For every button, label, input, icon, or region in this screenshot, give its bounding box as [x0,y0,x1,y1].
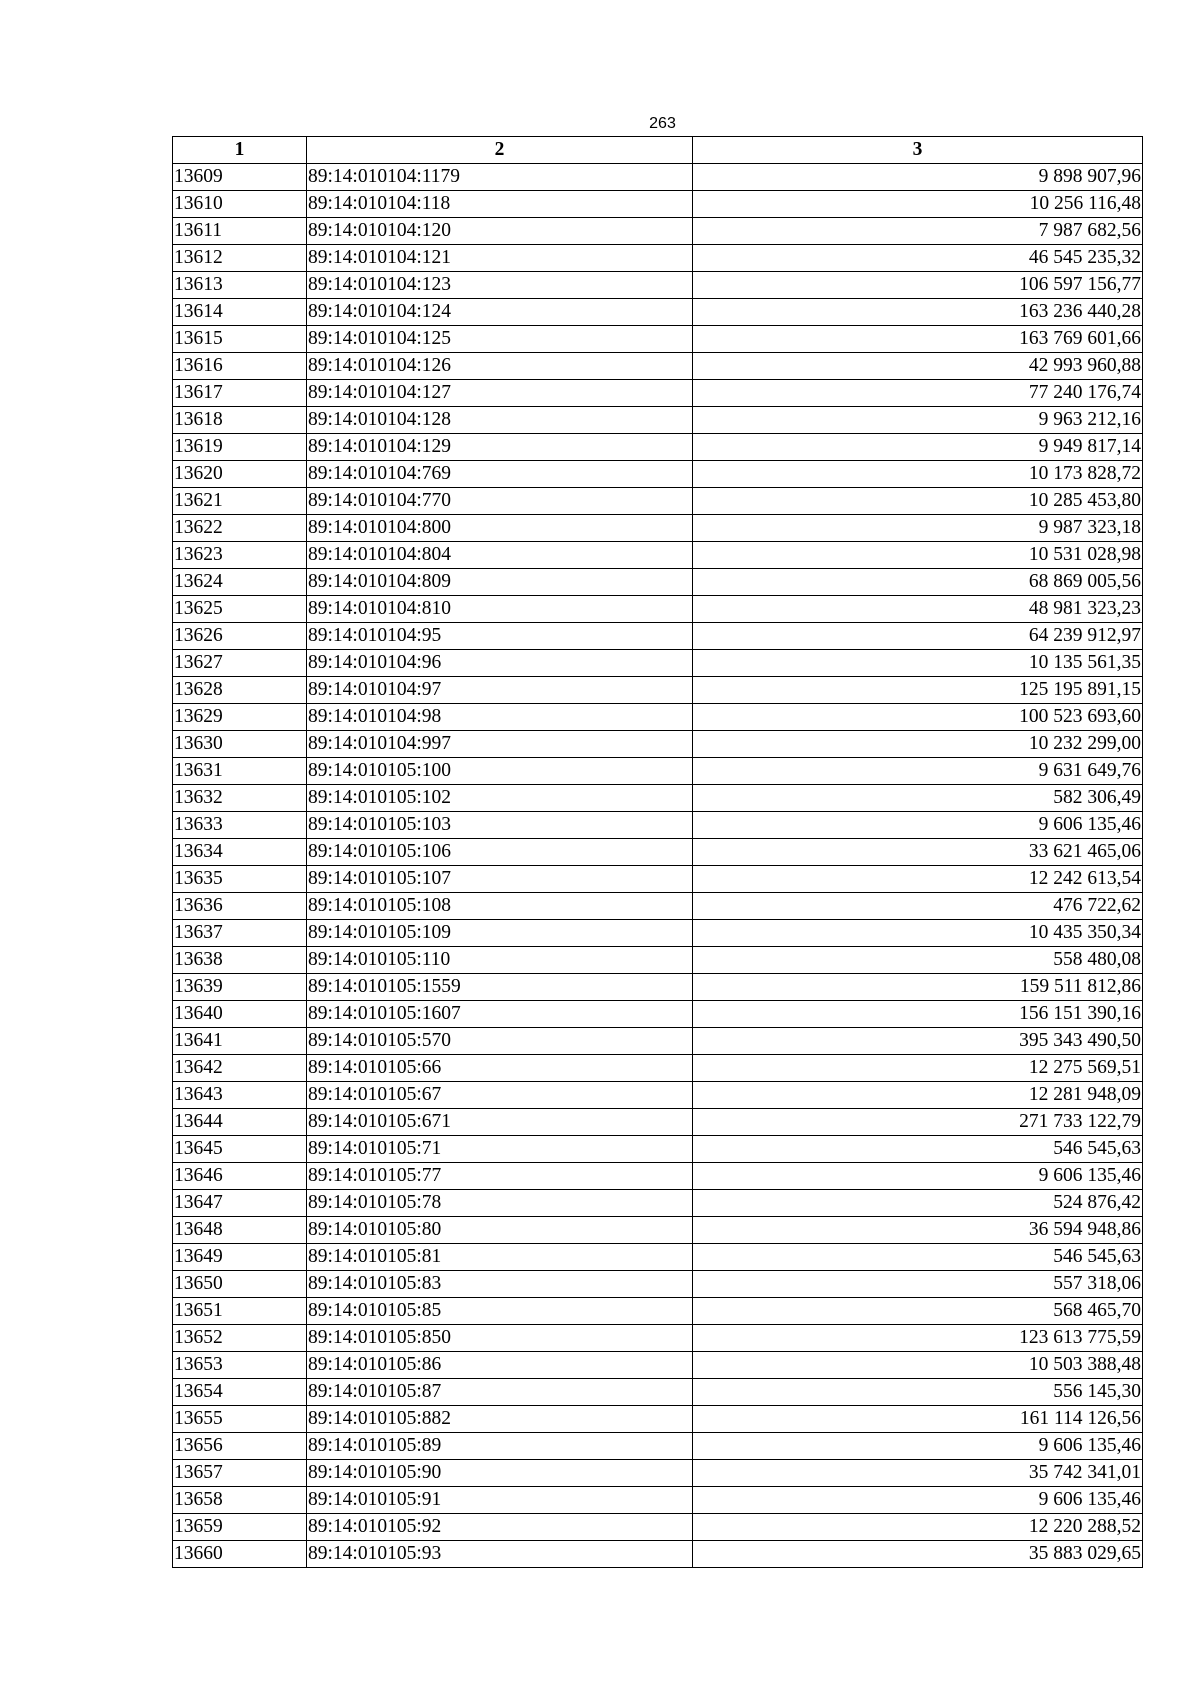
table-row [173,1514,1143,1541]
value-cell: 156 151 390,16 [693,1001,1143,1028]
value-cell: 9 631 649,76 [693,758,1143,785]
row-number-cell: 13643 [173,1082,307,1109]
cadastral-number-cell: 89:14:010104:129 [307,434,693,461]
table-row [173,1109,1143,1136]
cadastral-number-cell: 89:14:010104:125 [307,326,693,353]
value-cell: 10 135 561,35 [693,650,1143,677]
cadastral-number-cell: 89:14:010105:102 [307,785,693,812]
row-number-cell: 13646 [173,1163,307,1190]
row-number-cell: 13655 [173,1406,307,1433]
value-cell: 9 606 135,46 [693,1433,1143,1460]
table-row [173,272,1143,299]
value-cell: 46 545 235,32 [693,245,1143,272]
value-cell: 9 987 323,18 [693,515,1143,542]
row-number-cell: 13642 [173,1055,307,1082]
row-number-cell: 13640 [173,1001,307,1028]
table-row [173,1190,1143,1217]
cadastral-number-cell: 89:14:010105:850 [307,1325,693,1352]
cadastral-number-cell: 89:14:010104:121 [307,245,693,272]
row-number-cell: 13651 [173,1298,307,1325]
value-cell: 35 742 341,01 [693,1460,1143,1487]
table-row [173,1406,1143,1433]
cadastral-number-cell: 89:14:010105:108 [307,893,693,920]
row-number-cell: 13635 [173,866,307,893]
cadastral-number-cell: 89:14:010105:67 [307,1082,693,1109]
row-number-cell: 13619 [173,434,307,461]
value-cell: 33 621 465,06 [693,839,1143,866]
table-row [173,866,1143,893]
row-number-cell: 13625 [173,596,307,623]
row-number-cell: 13616 [173,353,307,380]
table-row [173,947,1143,974]
table-row [173,785,1143,812]
value-cell: 10 256 116,48 [693,191,1143,218]
cadastral-number-cell: 89:14:010104:123 [307,272,693,299]
table-row [173,920,1143,947]
value-cell: 557 318,06 [693,1271,1143,1298]
row-number-cell: 13623 [173,542,307,569]
value-cell: 9 949 817,14 [693,434,1143,461]
table-header-row [173,137,1143,164]
cadastral-number-cell: 89:14:010105:89 [307,1433,693,1460]
value-cell: 10 503 388,48 [693,1352,1143,1379]
table-row [173,434,1143,461]
table-row [173,839,1143,866]
value-cell: 163 769 601,66 [693,326,1143,353]
table-row [173,1055,1143,1082]
row-number-cell: 13638 [173,947,307,974]
cadastral-number-cell: 89:14:010104:800 [307,515,693,542]
cadastral-number-cell: 89:14:010105:83 [307,1271,693,1298]
row-number-cell: 13639 [173,974,307,1001]
row-number-cell: 13653 [173,1352,307,1379]
cadastral-number-cell: 89:14:010104:128 [307,407,693,434]
cadastral-number-cell: 89:14:010105:103 [307,812,693,839]
table-row [173,407,1143,434]
table-body [173,164,1143,1568]
cadastral-number-cell: 89:14:010104:770 [307,488,693,515]
table-row [173,299,1143,326]
value-cell: 42 993 960,88 [693,353,1143,380]
table-row [173,245,1143,272]
cadastral-number-cell: 89:14:010104:98 [307,704,693,731]
cadastral-number-cell: 89:14:010105:882 [307,1406,693,1433]
value-cell: 546 545,63 [693,1136,1143,1163]
table-row [173,218,1143,245]
cadastral-number-cell: 89:14:010105:1559 [307,974,693,1001]
cadastral-number-cell: 89:14:010105:106 [307,839,693,866]
value-cell: 125 195 891,15 [693,677,1143,704]
value-cell: 524 876,42 [693,1190,1143,1217]
cadastral-number-cell: 89:14:010105:87 [307,1379,693,1406]
table-row [173,353,1143,380]
cadastral-number-cell: 89:14:010105:86 [307,1352,693,1379]
value-cell: 271 733 122,79 [693,1109,1143,1136]
row-number-cell: 13660 [173,1541,307,1568]
cadastral-number-cell: 89:14:010105:80 [307,1217,693,1244]
value-cell: 12 281 948,09 [693,1082,1143,1109]
row-number-cell: 13614 [173,299,307,326]
cadastral-number-cell: 89:14:010105:1607 [307,1001,693,1028]
cadastral-number-cell: 89:14:010105:90 [307,1460,693,1487]
row-number-cell: 13624 [173,569,307,596]
table-row [173,1163,1143,1190]
row-number-cell: 13654 [173,1379,307,1406]
table-row [173,974,1143,1001]
table-row [173,1325,1143,1352]
value-cell: 9 898 907,96 [693,164,1143,191]
table-row [173,461,1143,488]
value-cell: 9 606 135,46 [693,812,1143,839]
row-number-cell: 13634 [173,839,307,866]
cadastral-number-cell: 89:14:010105:110 [307,947,693,974]
table-row [173,191,1143,218]
table-row [173,893,1143,920]
row-number-cell: 13637 [173,920,307,947]
cadastral-number-cell: 89:14:010105:100 [307,758,693,785]
row-number-cell: 13645 [173,1136,307,1163]
cadastral-number-cell: 89:14:010104:769 [307,461,693,488]
cadastral-number-cell: 89:14:010104:126 [307,353,693,380]
table-row [173,623,1143,650]
cadastral-number-cell: 89:14:010105:93 [307,1541,693,1568]
value-cell: 582 306,49 [693,785,1143,812]
value-cell: 9 606 135,46 [693,1487,1143,1514]
row-number-cell: 13629 [173,704,307,731]
cadastral-number-cell: 89:14:010105:109 [307,920,693,947]
table-row [173,1217,1143,1244]
row-number-cell: 13633 [173,812,307,839]
table-row [173,1487,1143,1514]
table-row [173,1082,1143,1109]
value-cell: 10 285 453,80 [693,488,1143,515]
row-number-cell: 13650 [173,1271,307,1298]
table-row [173,731,1143,758]
value-cell: 64 239 912,97 [693,623,1143,650]
table-row [173,650,1143,677]
value-cell: 48 981 323,23 [693,596,1143,623]
value-cell: 10 173 828,72 [693,461,1143,488]
table-row [173,1136,1143,1163]
table-row [173,758,1143,785]
table-row [173,1541,1143,1568]
value-cell: 7 987 682,56 [693,218,1143,245]
row-number-cell: 13610 [173,191,307,218]
value-cell: 558 480,08 [693,947,1143,974]
table-row [173,542,1143,569]
cadastral-number-cell: 89:14:010104:97 [307,677,693,704]
value-cell: 100 523 693,60 [693,704,1143,731]
row-number-cell: 13611 [173,218,307,245]
row-number-cell: 13641 [173,1028,307,1055]
cadastral-number-cell: 89:14:010104:810 [307,596,693,623]
column-header-3: 3 [693,137,1143,164]
cadastral-number-cell: 89:14:010104:127 [307,380,693,407]
value-cell: 10 531 028,98 [693,542,1143,569]
value-cell: 9 963 212,16 [693,407,1143,434]
cadastral-number-cell: 89:14:010105:107 [307,866,693,893]
table-row [173,326,1143,353]
row-number-cell: 13620 [173,461,307,488]
table-row [173,596,1143,623]
row-number-cell: 13659 [173,1514,307,1541]
row-number-cell: 13621 [173,488,307,515]
cadastral-number-cell: 89:14:010104:118 [307,191,693,218]
row-number-cell: 13622 [173,515,307,542]
row-number-cell: 13636 [173,893,307,920]
column-header-2: 2 [307,137,693,164]
value-cell: 12 220 288,52 [693,1514,1143,1541]
cadastral-number-cell: 89:14:010105:92 [307,1514,693,1541]
table-row [173,1379,1143,1406]
cadastral-number-cell: 89:14:010104:124 [307,299,693,326]
table-row [173,380,1143,407]
table-row [173,812,1143,839]
value-cell: 10 435 350,34 [693,920,1143,947]
cadastral-number-cell: 89:14:010104:809 [307,569,693,596]
row-number-cell: 13627 [173,650,307,677]
cadastral-number-cell: 89:14:010104:120 [307,218,693,245]
table-row [173,1028,1143,1055]
row-number-cell: 13609 [173,164,307,191]
cadastral-number-cell: 89:14:010104:804 [307,542,693,569]
row-number-cell: 13612 [173,245,307,272]
cadastral-number-cell: 89:14:010104:96 [307,650,693,677]
value-cell: 12 242 613,54 [693,866,1143,893]
value-cell: 546 545,63 [693,1244,1143,1271]
cadastral-number-cell: 89:14:010104:95 [307,623,693,650]
row-number-cell: 13632 [173,785,307,812]
table-row [173,1244,1143,1271]
cadastral-number-cell: 89:14:010104:997 [307,731,693,758]
value-cell: 68 869 005,56 [693,569,1143,596]
row-number-cell: 13658 [173,1487,307,1514]
table-row [173,1271,1143,1298]
table-row [173,569,1143,596]
row-number-cell: 13648 [173,1217,307,1244]
data-table [172,136,1143,1568]
table-row [173,488,1143,515]
table-row [173,704,1143,731]
value-cell: 10 232 299,00 [693,731,1143,758]
row-number-cell: 13618 [173,407,307,434]
table-row [173,1352,1143,1379]
value-cell: 159 511 812,86 [693,974,1143,1001]
value-cell: 395 343 490,50 [693,1028,1143,1055]
cadastral-number-cell: 89:14:010105:85 [307,1298,693,1325]
value-cell: 36 594 948,86 [693,1217,1143,1244]
table-row [173,1298,1143,1325]
table-row [173,515,1143,542]
row-number-cell: 13652 [173,1325,307,1352]
cadastral-number-cell: 89:14:010105:71 [307,1136,693,1163]
cadastral-number-cell: 89:14:010105:91 [307,1487,693,1514]
cadastral-number-cell: 89:14:010105:671 [307,1109,693,1136]
value-cell: 161 114 126,56 [693,1406,1143,1433]
row-number-cell: 13628 [173,677,307,704]
value-cell: 163 236 440,28 [693,299,1143,326]
cadastral-number-cell: 89:14:010104:1179 [307,164,693,191]
page-number: 263 [649,115,676,132]
value-cell: 77 240 176,74 [693,380,1143,407]
value-cell: 106 597 156,77 [693,272,1143,299]
table-row [173,164,1143,191]
row-number-cell: 13626 [173,623,307,650]
row-number-cell: 13615 [173,326,307,353]
column-header-1: 1 [173,137,307,164]
table-row [173,1433,1143,1460]
row-number-cell: 13656 [173,1433,307,1460]
row-number-cell: 13613 [173,272,307,299]
value-cell: 556 145,30 [693,1379,1143,1406]
cadastral-number-cell: 89:14:010105:66 [307,1055,693,1082]
cadastral-number-cell: 89:14:010105:78 [307,1190,693,1217]
value-cell: 123 613 775,59 [693,1325,1143,1352]
table-row [173,1460,1143,1487]
cadastral-number-cell: 89:14:010105:77 [307,1163,693,1190]
row-number-cell: 13649 [173,1244,307,1271]
row-number-cell: 13644 [173,1109,307,1136]
value-cell: 12 275 569,51 [693,1055,1143,1082]
row-number-cell: 13631 [173,758,307,785]
table-row [173,1001,1143,1028]
cadastral-number-cell: 89:14:010105:81 [307,1244,693,1271]
row-number-cell: 13647 [173,1190,307,1217]
value-cell: 9 606 135,46 [693,1163,1143,1190]
value-cell: 35 883 029,65 [693,1541,1143,1568]
row-number-cell: 13630 [173,731,307,758]
row-number-cell: 13617 [173,380,307,407]
value-cell: 568 465,70 [693,1298,1143,1325]
table-row [173,677,1143,704]
cadastral-number-cell: 89:14:010105:570 [307,1028,693,1055]
value-cell: 476 722,62 [693,893,1143,920]
row-number-cell: 13657 [173,1460,307,1487]
